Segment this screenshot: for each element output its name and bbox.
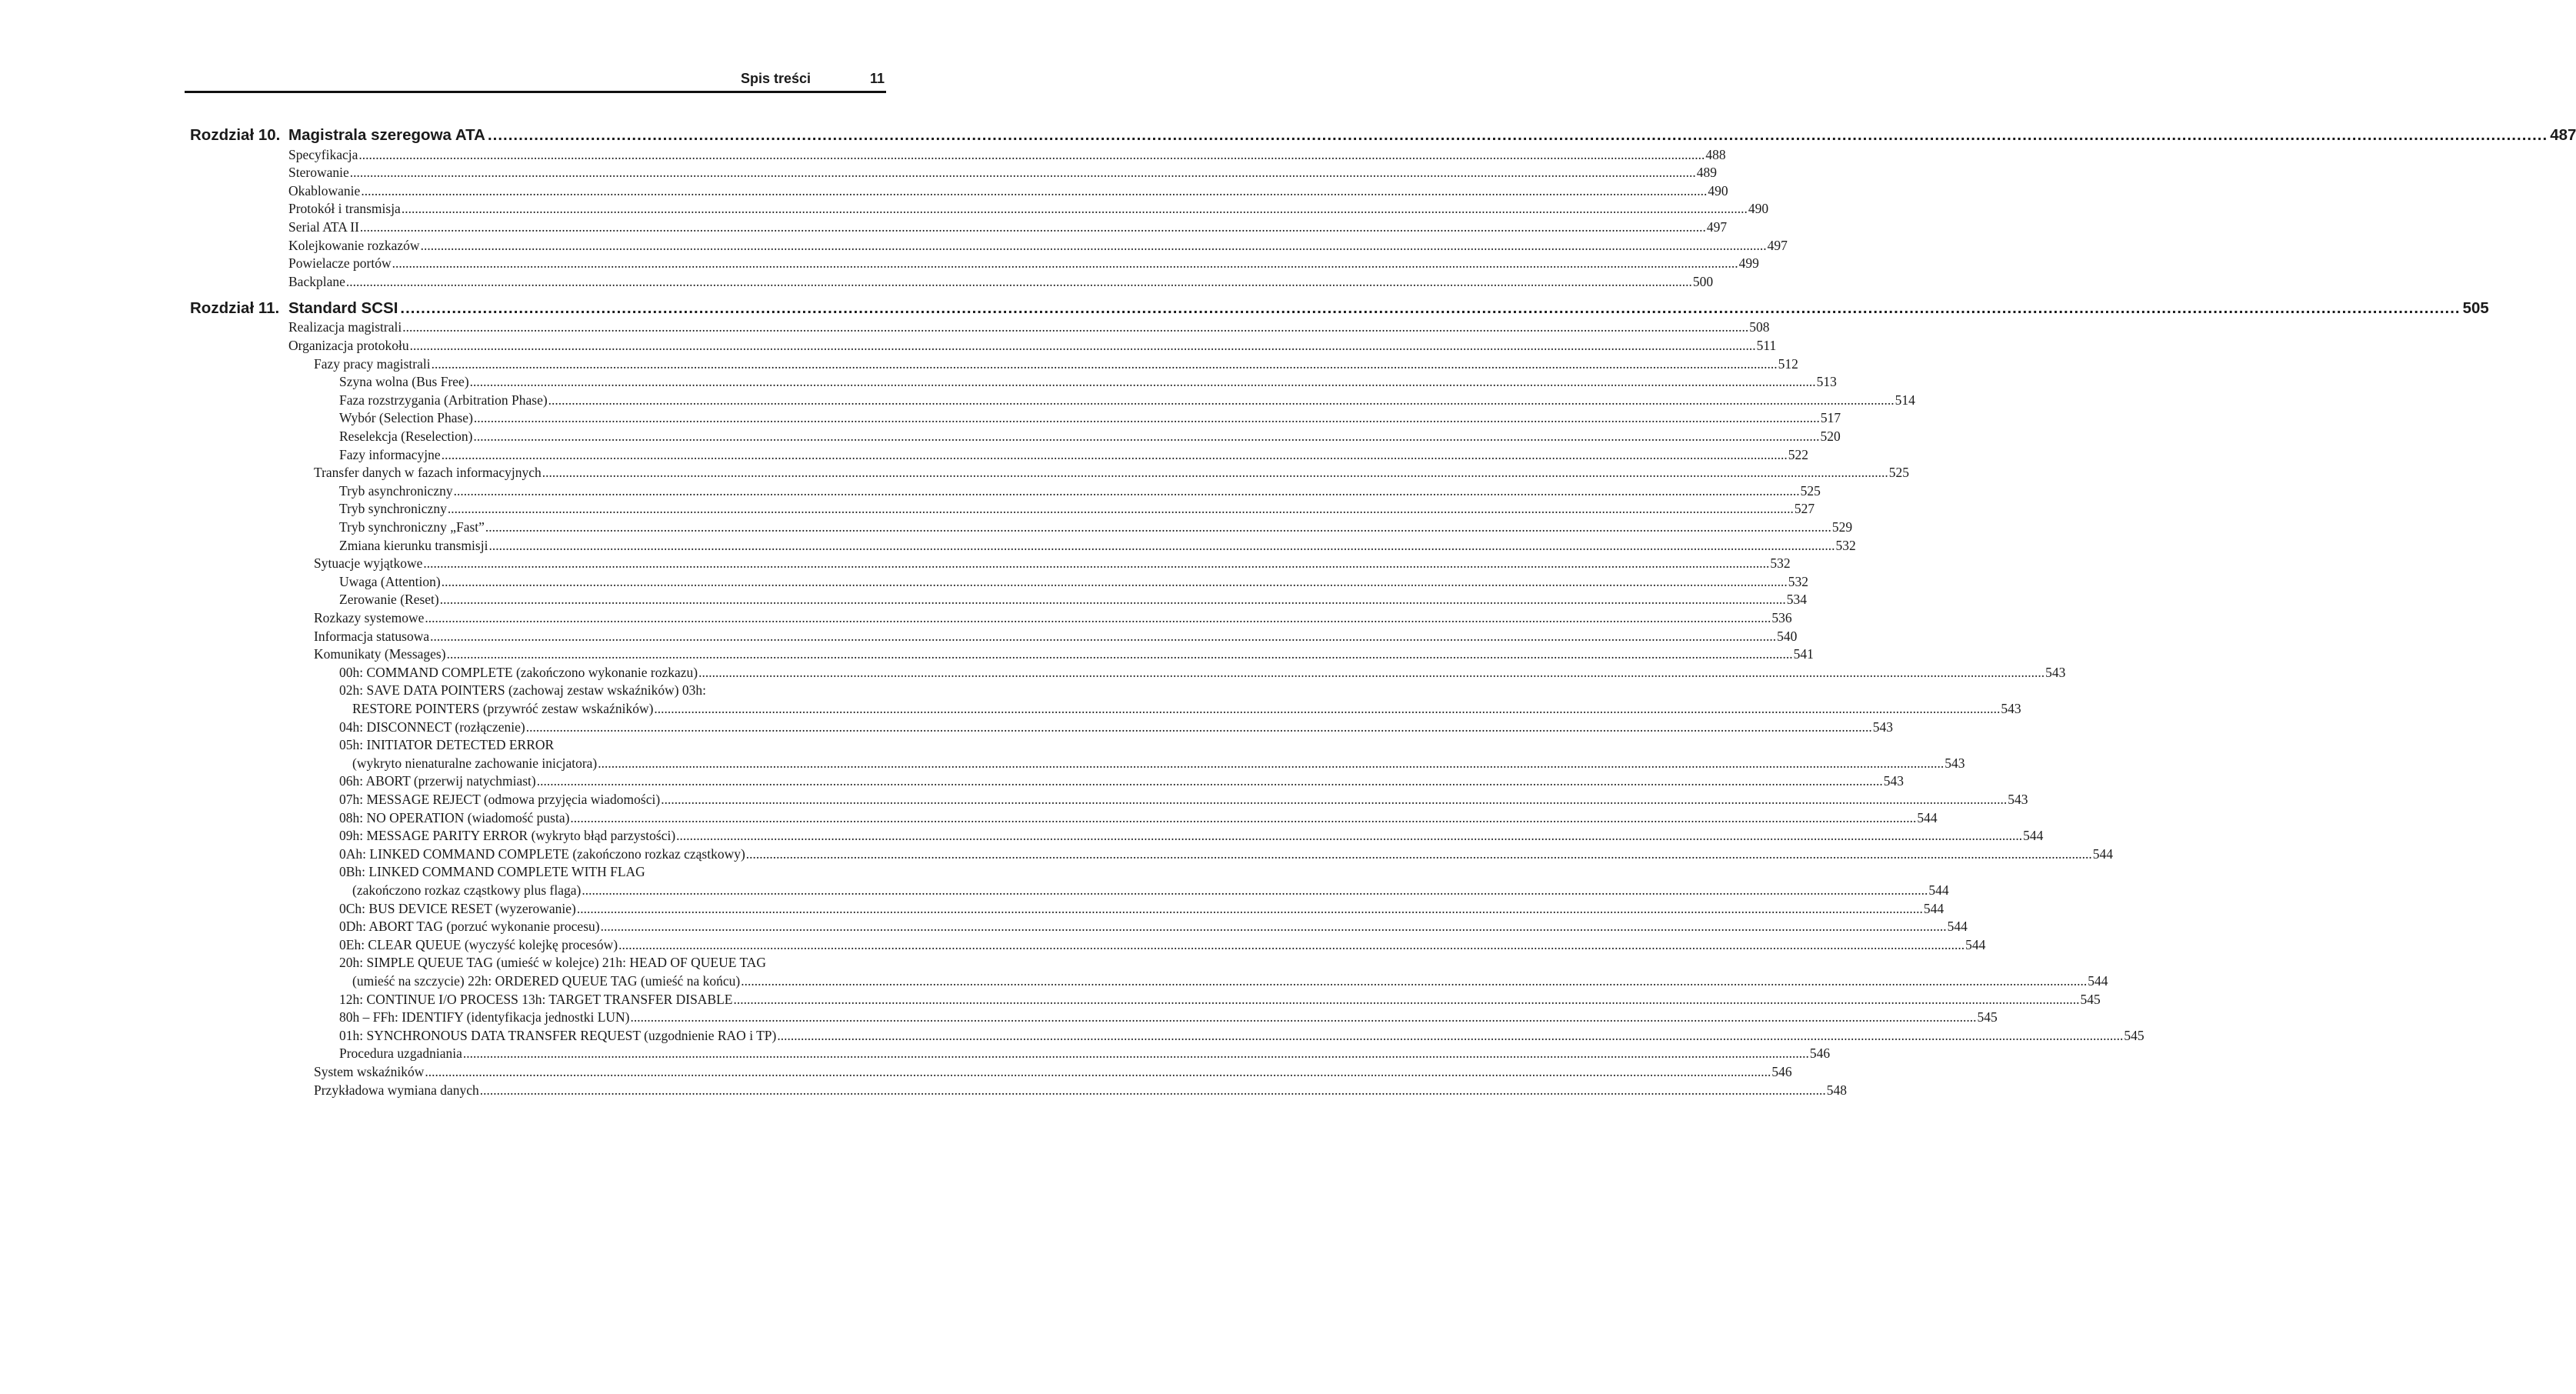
dot-leader: ................................................................................................................................................................................................................................................................................................................................................................................................................: [570, 809, 1917, 825]
toc-entry: [314, 1062, 1792, 1080]
dot-leader: ................................................................................................................................................................................................................................................................................................................................................................................................................: [582, 882, 1928, 898]
dot-leader: ................................................................................................................................................................................................................................................................................................................................................................................................................: [423, 555, 1770, 572]
entry-page: 545: [1977, 1009, 1998, 1025]
entry-title: Organizacja protokołu: [288, 337, 409, 353]
entry-page: 511: [1756, 337, 1777, 353]
entry-page: 490: [1748, 201, 1769, 217]
dot-leader: ................................................................................................................................................................................................................................................................................................................................................................................................................: [441, 446, 1788, 462]
entry-page: 513: [1816, 374, 1837, 390]
dot-leader: ................................................................................................................................................................................................................................................................................................................................................................................................................: [359, 218, 1706, 235]
toc-entry: [314, 626, 1798, 645]
entry-page: 512: [1778, 355, 1798, 372]
toc-entry: [339, 789, 2028, 808]
toc-entry-continued: [339, 681, 706, 699]
entry-title: Procedura uzgadniania: [339, 1046, 462, 1062]
dot-leader: ................................................................................................................................................................................................................................................................................................................................................................................................................: [392, 255, 1738, 272]
toc-entry: [339, 1025, 2144, 1044]
entry-page: 508: [1749, 319, 1770, 335]
dot-leader: ................................................................................................................................................................................................................................................................................................................................................................................................................: [618, 936, 1965, 952]
dot-leader: ................................................................................................................................................................................................................................................................................................................................................................................................................: [600, 919, 1947, 935]
toc-entry-continued: [339, 735, 554, 754]
entry-page: 520: [1820, 428, 1841, 444]
entry-title: Sterowanie: [288, 165, 349, 181]
toc-entry-continued: [339, 953, 766, 972]
toc-entry: [339, 826, 2044, 845]
dot-leader: ................................................................................................................................................................................................................................................................................................................................................................................................................: [358, 146, 1705, 162]
dot-leader: ................................................................................................................................................................................................................................................................................................................................................................................................................: [361, 182, 1708, 198]
entry-title: 09h: MESSAGE PARITY ERROR (wykryto błąd parzystości): [339, 828, 676, 844]
toc-entry: [339, 426, 1841, 445]
dot-leader: ................................................................................................................................................................................................................................................................................................................................................................................................................: [525, 719, 1872, 735]
entry-title: (zakończono rozkaz cząstkowy plus flaga): [352, 882, 582, 898]
entry-page: 546: [1809, 1046, 1831, 1062]
dot-leader: ................................................................................................................................................................................................................................................................................................................................................................................................................: [630, 1009, 1977, 1025]
entry-title: Zmiana kierunku transmisji: [339, 537, 488, 553]
entry-title: Protokół i transmisja: [288, 201, 401, 217]
dot-leader: ................................................................................................................................................................................................................................................................................................................................................................................................................: [453, 482, 1800, 499]
toc-entry: [339, 844, 2114, 862]
toc-entry: [339, 917, 1968, 935]
entry-title: 06h: ABORT (przerwij natychmiast): [339, 773, 536, 789]
entry-title: Informacja statusowa: [314, 628, 430, 644]
dot-leader: ................................................................................................................................................................................................................................................................................................................................................................................................................: [654, 700, 2001, 716]
toc-entry: [339, 772, 1904, 790]
chapter-title: Magistrala szeregowa ATA: [288, 126, 485, 144]
entry-page: 544: [1917, 809, 1938, 825]
dot-leader: ................................................................................................................................................................................................................................................................................................................................................................................................................: [548, 392, 1895, 408]
toc-entry: [288, 145, 1726, 163]
entry-page: 544: [1965, 936, 1986, 952]
dot-leader: ................................................................................................................................................................................................................................................................................................................................................................................................................: [345, 273, 1692, 289]
entry-title: 0Eh: CLEAR QUEUE (wyczyść kolejkę procesów): [339, 936, 618, 952]
dot-leader: ................................................................................................................................................................................................................................................................................................................................................................................................................: [431, 355, 1778, 372]
entry-title: Transfer danych w fazach informacyjnych: [314, 465, 542, 481]
entry-title: 02h: SAVE DATA POINTERS (zachowaj zestaw wskaźników) 03h:: [339, 682, 707, 699]
entry-title: 07h: MESSAGE REJECT (odmowa przyjęcia wiadomości): [339, 791, 661, 807]
entry-page: 522: [1788, 446, 1808, 462]
toc-entry: [288, 199, 1769, 218]
entry-page: 497: [1767, 237, 1788, 253]
dot-leader: ................................................................................................................................................................................................................................................................................................................................................................................................................: [676, 828, 2023, 844]
entry-title: Realizacja magistrali: [288, 319, 402, 335]
dot-leader: ................................................................................................................................................................................................................................................................................................................................................................................................................: [402, 319, 1749, 335]
entry-title: (umieść na szczycie) 22h: ORDERED QUEUE TAG (umieść na końcu): [352, 972, 741, 989]
entry-page: 527: [1794, 501, 1815, 517]
toc-entry: [352, 971, 2108, 989]
entry-title: Tryb synchroniczny: [339, 501, 447, 517]
entry-page: 532: [1835, 537, 1856, 553]
chapter-page: 487: [2550, 126, 2576, 144]
toc-entry: [339, 808, 1938, 826]
entry-page: 544: [1923, 900, 1944, 916]
entry-title: Okablowanie: [288, 182, 361, 198]
entry-title: 00h: COMMAND COMPLETE (zakończono wykonanie rozkazu): [339, 664, 698, 680]
entry-page: 541: [1793, 646, 1814, 662]
entry-title: Szyna wolna (Bus Free): [339, 374, 469, 390]
chapter-title: Standard SCSI: [288, 298, 398, 317]
entry-page: 532: [1770, 555, 1791, 572]
toc-chapter: [190, 296, 2489, 318]
chapter-page: 505: [2462, 298, 2489, 317]
toc-chapter: [190, 123, 2576, 145]
dot-leader: ................................................................................................................................................................................................................................................................................................................................................................................................................: [409, 337, 1756, 353]
entry-page: 543: [2045, 664, 2066, 680]
dot-leader: ................................................................................................................................................................................................................................................................................................................................................................................................................: [698, 664, 2045, 680]
entry-page: 543: [1872, 719, 1893, 735]
dot-leader: ................................................................................................................................................................................................................................................................................................................................................................................................................: [479, 1082, 1826, 1098]
toc-entry: [314, 1080, 1848, 1099]
entry-title: Sytuacje wyjątkowe: [314, 555, 423, 572]
entry-title: 0Dh: ABORT TAG (porzuć wykonanie procesu): [339, 919, 600, 935]
dot-leader: ................................................................................................................................................................................................................................................................................................................................................................................................................: [745, 845, 2092, 862]
dot-leader: ................................................................................................................................................................................................................................................................................................................................................................................................................: [741, 972, 2088, 989]
entry-page: 543: [2008, 791, 2028, 807]
entry-title: 80h – FFh: IDENTIFY (identyfikacja jednostki LUN): [339, 1009, 630, 1025]
toc-entry: [352, 699, 2021, 717]
entry-page: 525: [1800, 482, 1821, 499]
entry-page: 534: [1786, 592, 1807, 608]
entry-title: Rozkazy systemowe: [314, 609, 425, 625]
entry-title: 05h: INITIATOR DETECTED ERROR: [339, 737, 555, 753]
dot-leader: ................................................................................................................................................................................................................................................................................................................................................................................................................: [661, 791, 2008, 807]
entry-page: 543: [1944, 755, 1965, 771]
entry-page: 544: [2023, 828, 2044, 844]
toc-entry: [339, 590, 1807, 609]
entry-page: 544: [1947, 919, 1968, 935]
dot-leader: ................................................................................................................................................................................................................................................................................................................................................................................................................: [488, 537, 1835, 553]
entry-title: Powielacze portów: [288, 255, 392, 272]
toc-entry: [339, 1008, 1998, 1026]
toc-entry: [339, 390, 1915, 409]
entry-title: 12h: CONTINUE I/O PROCESS 13h: TARGET TRANSFER DISABLE: [339, 991, 733, 1007]
toc-entry: [288, 163, 1717, 182]
entry-title: RESTORE POINTERS (przywróć zestaw wskaźników): [352, 700, 654, 716]
entry-title: Serial ATA II: [288, 218, 359, 235]
entry-title: Komunikaty (Messages): [314, 646, 446, 662]
dot-leader: ................................................................................................................................................................................................................................................................................................................................................................................................................: [447, 501, 1794, 517]
entry-page: 545: [2080, 991, 2101, 1007]
entry-title: Tryb synchroniczny „Fast”: [339, 519, 485, 535]
entry-page: 517: [1820, 410, 1841, 426]
entry-title: Zerowanie (Reset): [339, 592, 439, 608]
toc-entry: [339, 517, 1853, 535]
running-header: [185, 68, 886, 93]
dot-leader: ................................................................................................................................................................................................................................................................................................................................................................................................................: [598, 755, 1944, 771]
entry-page: 514: [1895, 392, 1915, 408]
toc-entry: [339, 445, 1808, 463]
entry-title: Wybór (Selection Phase): [339, 410, 473, 426]
dot-leader: ................................................................................................................................................................................................................................................................................................................................................................................................................: [469, 374, 1816, 390]
toc-entry: [288, 272, 1714, 290]
toc-entry: [339, 572, 1808, 590]
dot-leader: ................................................................................................................................................................................................................................................................................................................................................................................................................: [473, 428, 1820, 444]
entry-title: 04h: DISCONNECT (rozłączenie): [339, 719, 525, 735]
entry-title: System wskaźników: [314, 1063, 425, 1079]
dot-leader: ................................................................................................................................................................................................................................................................................................................................................................................................................: [420, 237, 1767, 253]
dot-leader: ................................................................................................................................................................................................................................................................................................................................................................................................................: [777, 1027, 2124, 1043]
dot-leader: ................................................................................................................................................................................................................................................................................................................................................................................................................: [425, 609, 1771, 625]
toc-entry: [339, 372, 1837, 391]
toc-entry: [314, 354, 1798, 372]
entry-title: 0Ch: BUS DEVICE RESET (wyzerowanie): [339, 900, 576, 916]
entry-page: 543: [2001, 700, 2021, 716]
dot-leader: ................................................................................................................................................................................................................................................................................................................................................................................................................: [536, 773, 1883, 789]
entry-title: 0Ah: LINKED COMMAND COMPLETE (zakończono rozkaz cząstkowy): [339, 845, 745, 862]
toc-entry: [288, 217, 1728, 235]
chapter-number: Rozdział 11.: [190, 298, 280, 317]
entry-page: 497: [1706, 218, 1728, 235]
toc-entry: [339, 899, 1944, 917]
entry-title: 08h: NO OPERATION (wiadomość pusta): [339, 809, 570, 825]
toc-entry: [314, 608, 1792, 626]
entry-page: 546: [1771, 1063, 1792, 1079]
entry-title: (wykryto nienaturalne zachowanie inicjatora): [352, 755, 598, 771]
toc-entry: [339, 409, 1841, 427]
dot-leader: ................................................................................................................................................................................................................................................................................................................................................................................................................: [441, 573, 1788, 589]
header-title: Spis treści: [740, 71, 811, 86]
toc-entry: [352, 753, 1965, 772]
dot-leader: ................................................................................................................................................................................................................................................................................................................................................................................................................: [542, 465, 1888, 481]
toc-entry: [288, 181, 1728, 199]
header-page-number: 11: [869, 71, 885, 86]
entry-page: 532: [1788, 573, 1808, 589]
entry-page: 488: [1705, 146, 1726, 162]
toc-entry: [288, 318, 1770, 336]
dot-leader: ................................................................................................................................................................................................................................................................................................................................................................................................................: [473, 410, 1820, 426]
toc-entry: [339, 717, 1893, 735]
entry-title: Faza rozstrzygania (Arbitration Phase): [339, 392, 548, 408]
entry-title: Backplane: [288, 273, 345, 289]
entry-title: Specyfikacja: [288, 146, 358, 162]
entry-title: Fazy pracy magistrali: [314, 355, 431, 372]
dot-leader: ................................................................................................................................................................................................................................................................................................................................................................................................................: [425, 1063, 1771, 1079]
chapter-number: Rozdział 10.: [190, 126, 281, 144]
entry-title: Reselekcja (Reselection): [339, 428, 473, 444]
dot-leader: ................................................................................................................................................................................................................................................................................................................................................................................................................: [400, 298, 2461, 317]
dot-leader: ................................................................................................................................................................................................................................................................................................................................................................................................................: [462, 1046, 1809, 1062]
entry-title: 0Bh: LINKED COMMAND COMPLETE WITH FLAG: [339, 864, 645, 880]
dot-leader: ................................................................................................................................................................................................................................................................................................................................................................................................................: [446, 646, 1793, 662]
entry-page: 536: [1771, 609, 1792, 625]
dot-leader: ................................................................................................................................................................................................................................................................................................................................................................................................................: [349, 165, 1696, 181]
dot-leader: ................................................................................................................................................................................................................................................................................................................................................................................................................: [733, 991, 2080, 1007]
toc-entry: [314, 463, 1910, 482]
toc-entry: [314, 645, 1814, 663]
entry-page: 489: [1696, 165, 1717, 181]
entry-title: Przykładowa wymiana danych: [314, 1082, 479, 1098]
entry-title: Uwaga (Attention): [339, 573, 441, 589]
entry-page: 544: [1928, 882, 1949, 898]
entry-page: 543: [1883, 773, 1904, 789]
entry-page: 544: [2092, 845, 2114, 862]
entry-page: 544: [2088, 972, 2108, 989]
entry-page: 500: [1692, 273, 1714, 289]
entry-page: 545: [2124, 1027, 2144, 1043]
dot-leader: ................................................................................................................................................................................................................................................................................................................................................................................................................: [430, 628, 1777, 644]
entry-page: 499: [1738, 255, 1759, 272]
toc-entry: [288, 335, 1777, 354]
toc-entry-continued: [339, 862, 645, 881]
entry-title: 01h: SYNCHRONOUS DATA TRANSFER REQUEST (uzgodnienie RAO i TP): [339, 1027, 777, 1043]
dot-leader: ................................................................................................................................................................................................................................................................................................................................................................................................................: [485, 519, 1831, 535]
toc-entry: [288, 254, 1759, 272]
toc-entry: [339, 535, 1856, 554]
entry-page: 525: [1888, 465, 1910, 481]
dot-leader: ................................................................................................................................................................................................................................................................................................................................................................................................................: [487, 126, 2548, 144]
toc-entry: [339, 481, 1821, 499]
entry-title: Tryb asynchroniczny: [339, 482, 453, 499]
toc-entry: [339, 499, 1815, 518]
toc-entry: [339, 989, 2101, 1008]
entry-title: 20h: SIMPLE QUEUE TAG (umieść w kolejce) 21h: HEAD OF QUEUE TAG: [339, 955, 767, 971]
entry-title: Kolejkowanie rozkazów: [288, 237, 420, 253]
toc-entry: [288, 235, 1788, 254]
entry-page: 490: [1708, 182, 1728, 198]
dot-leader: ................................................................................................................................................................................................................................................................................................................................................................................................................: [576, 900, 1923, 916]
dot-leader: ................................................................................................................................................................................................................................................................................................................................................................................................................: [439, 592, 1786, 608]
entry-page: 548: [1826, 1082, 1848, 1098]
toc-entry: [314, 554, 1791, 572]
dot-leader: ................................................................................................................................................................................................................................................................................................................................................................................................................: [401, 201, 1748, 217]
entry-page: 540: [1777, 628, 1798, 644]
entry-title: Fazy informacyjne: [339, 446, 441, 462]
toc-entry: [339, 1044, 1831, 1062]
entry-page: 529: [1831, 519, 1853, 535]
toc-entry: [339, 662, 2066, 681]
toc-entry: [352, 880, 1949, 899]
toc-entry: [339, 935, 1986, 953]
